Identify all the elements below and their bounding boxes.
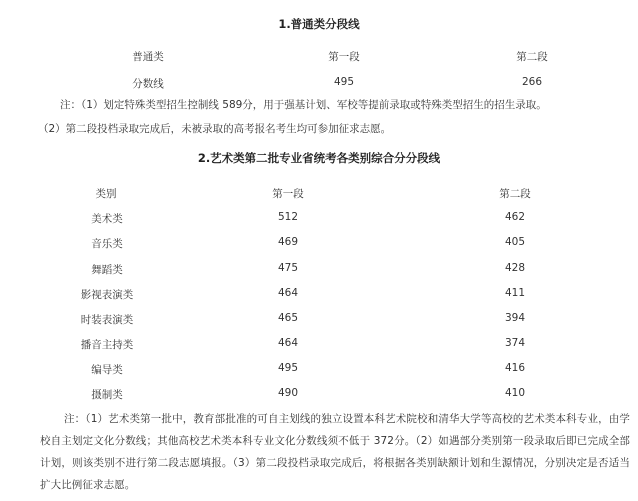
table-row-first: 464 [277,337,299,349]
table-row-category: 美术类 [91,213,123,225]
section1-row-second: 266 [521,76,543,88]
table-row-second: 374 [504,337,526,349]
table-row-second: 405 [504,236,526,248]
table-row-category: 编导类 [91,364,123,376]
table-row-category: 影视表演类 [80,289,134,301]
table-row-first: 495 [277,362,299,374]
table-row-category: 舞蹈类 [91,264,123,276]
section1-header-first: 第一段 [328,51,360,63]
table-row-category: 时装表演类 [80,314,134,326]
table-row-category: 摄制类 [91,389,123,401]
section1-row-first: 495 [333,76,355,88]
table-row-first: 469 [277,236,299,248]
section2-header-second: 第二段 [499,188,531,200]
table-row-first: 465 [277,312,299,324]
table-row-second: 428 [504,262,526,274]
section1-title: 1.普通类分段线 [278,17,360,31]
table-row-second: 410 [504,387,526,399]
section2-title: 2.艺术类第二批专业省统考各类别综合分分段线 [197,151,441,165]
table-row-first: 464 [277,287,299,299]
section1-note-line1: 注：（1）划定特殊类型招生控制线 589分，用于强基计划、军校等提前录取或特殊类型招生的招生录取。 [60,99,547,111]
section1-row-label: 分数线 [132,78,164,90]
section2-header-first: 第一段 [272,188,304,200]
table-row-second: 416 [504,362,526,374]
table-row-category: 播音主持类 [80,339,134,351]
table-row-category: 音乐类 [91,238,123,250]
table-row-second: 411 [504,287,526,299]
section2-note: 注：（1）艺术类第一批中，教育部批准的可自主划线的独立设置本科艺术院校和清华大学等高校的艺术类本科专业，由学校自主划定文化分数线；其他高校艺术类本科专业文化分数线须不低于 372分。（2）如遇部分类别第一段录取后即已完成全部计划，则该类别不进行第二段志愿填报。（3）第二段投档录取完成后，将根据各类别缺额计划和生源情况，分别决定是否适当扩大比例征求志愿。 [40,413,630,491]
table-row-second: 462 [504,211,526,223]
table-row-first: 490 [277,387,299,399]
section1-header-second: 第二段 [516,51,548,63]
table-row-first: 475 [277,262,299,274]
section2-header-category: 类别 [95,188,117,200]
table-row-second: 394 [504,312,526,324]
section1-header-category: 普通类 [132,51,164,63]
section1-note-line2: （2）第二段投档录取完成后，未被录取的高考报名考生均可参加征求志愿。 [38,123,392,135]
table-row-first: 512 [277,211,299,223]
